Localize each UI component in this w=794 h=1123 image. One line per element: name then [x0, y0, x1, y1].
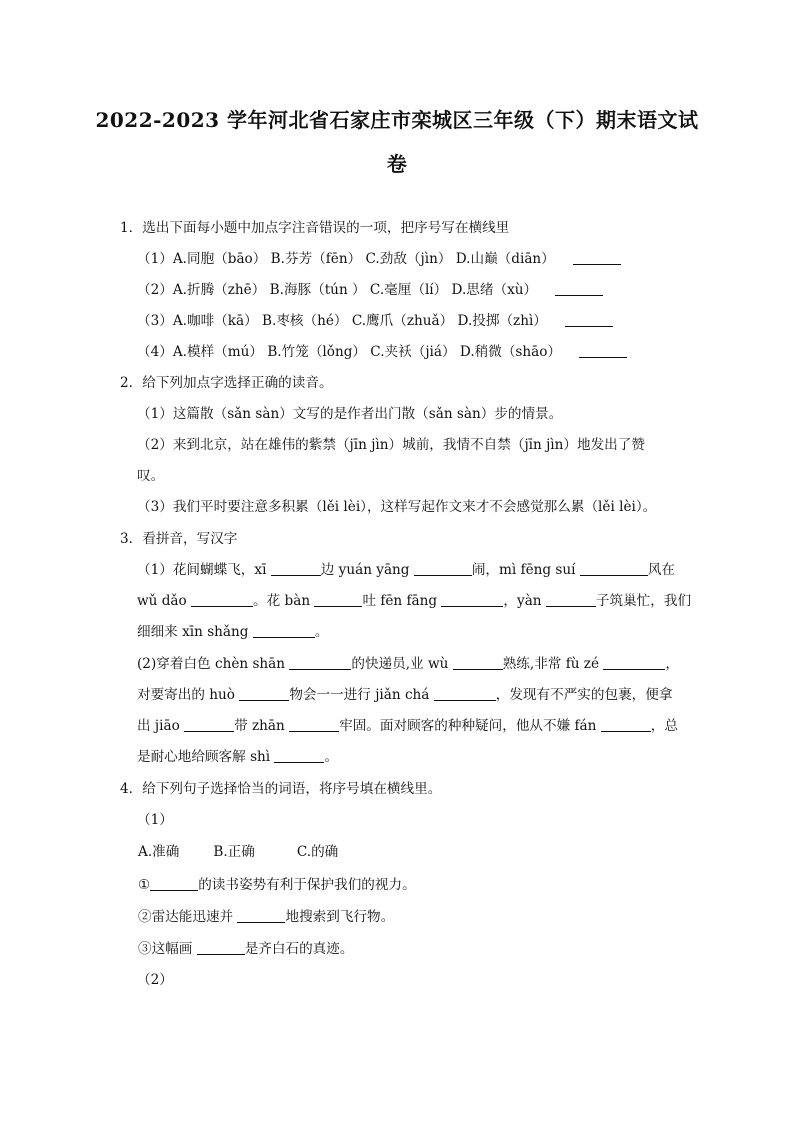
answer-blank	[314, 593, 362, 607]
question-3-para-1-line-3: 细细来 xīn shǎng 。	[137, 624, 329, 640]
question-3-para-2-line-2: 对要寄出的 huò 物会一一进行 jiǎn chá ，发现有不严实的包裹，便拿	[137, 687, 673, 703]
question-1-stem: 1．选出下面每小题中加点字注音错误的一项，把序号写在横线里	[120, 220, 510, 236]
answer-blank	[271, 562, 321, 576]
answer-blank	[555, 282, 603, 296]
question-4-sentence-3: ③这幅画 是齐白石的真迹。	[138, 941, 354, 957]
answer-blank	[565, 313, 613, 327]
question-1-item-3	[137, 312, 613, 330]
answer-blank	[573, 251, 621, 265]
item-text: （1）A.同胞（bāo） B.芬芳（fēn） C.劲敌（jìn） D.山巅（diān）	[137, 251, 555, 267]
question-4-sentence-2: ②雷达能迅速并 地搜索到飞行物。	[138, 909, 395, 925]
answer-blank	[601, 718, 651, 732]
answer-blank	[580, 562, 648, 576]
question-4-sub-1: （1）	[137, 812, 173, 828]
question-2-item-2-cont: 叹。	[137, 468, 165, 484]
question-4-sub-2: （2）	[137, 972, 173, 988]
answer-blank	[289, 656, 351, 670]
answer-blank	[237, 909, 285, 923]
question-2-stem: 2．给下列加点字选择正确的读音。	[120, 375, 333, 391]
page-title-continued: 卷	[386, 152, 408, 176]
answer-blank	[434, 687, 496, 701]
answer-blank	[274, 749, 324, 763]
answer-blank	[453, 656, 503, 670]
question-3-para-1-line-1: （1）花间蝴蝶飞，xī 边 yuán yāng 闹，mì fēng suí 风在	[137, 562, 676, 578]
item-text: （2）A.折腾（zhē） B.海豚（tún ） C.毫厘（lí） D.思绪（xù）	[137, 282, 538, 298]
answer-blank	[289, 718, 339, 732]
question-1-item-4	[137, 343, 627, 361]
answer-blank	[184, 718, 234, 732]
option-a: A.准确	[138, 844, 180, 860]
page-title: 2022-2023 学年河北省石家庄市栾城区三年级（下）期末语文试	[95, 108, 699, 132]
question-3-stem: 3．看拼音，写汉字	[120, 531, 238, 547]
item-text: （4）A.模样（mú） B.竹笼（lǒng） C.夹袄（jiá） D.稍微（shāo）	[137, 344, 562, 360]
question-3-para-2-line-4: 是耐心地给顾客解 shì 。	[137, 749, 339, 765]
option-c: C.的确	[296, 844, 339, 860]
answer-blank	[197, 941, 245, 955]
question-4-sentence-1: ① 的读书姿势有利于保护我们的视力。	[138, 877, 416, 893]
answer-blank	[441, 593, 503, 607]
answer-blank	[253, 624, 315, 638]
answer-blank	[546, 593, 596, 607]
question-4-stem: 4．给下列句子选择恰当的词语，将序号填在横线里。	[120, 781, 442, 797]
question-2-item-1: （1）这篇散（sǎn sàn）文写的是作者出门散（sǎn sàn）步的情景。	[137, 406, 563, 422]
question-1-item-1	[137, 250, 621, 268]
answer-blank	[579, 344, 627, 358]
answer-blank	[414, 562, 472, 576]
question-3-para-1-line-2: wǔ dǎo 。花 bàn 吐 fēn fāng ，yàn 子筑巢忙，我们	[137, 593, 692, 609]
answer-blank	[239, 687, 289, 701]
question-2-item-2: （2）来到北京，站在雄伟的紫禁（jīn jìn）城前，我情不自禁（jīn jìn）地发出了赞	[137, 437, 645, 453]
option-b: B.正确	[213, 844, 255, 860]
answer-blank	[150, 877, 198, 891]
answer-blank	[603, 656, 665, 670]
question-3-para-2-line-3: 出 jiāo 带 zhān 牢固。面对顾客的种种疑问，他从不嫌 fán ，总	[137, 718, 678, 734]
question-3-para-2-line-1: (2)穿着白色 chèn shān 的快递员,业 wù 熟练,非常 fù zé ，	[137, 656, 679, 672]
question-1-item-2	[137, 281, 603, 299]
question-2-item-3: （3）我们平时要注意多积累（lěi lèi），这样写起作文来才不会感觉那么累（lěi lèi）。	[137, 499, 657, 515]
question-4-options	[138, 843, 338, 861]
answer-blank	[191, 593, 253, 607]
item-text: （3）A.咖啡（kā） B.枣核（hé） C.鹰爪（zhuǎ） D.投掷（zhì）	[137, 313, 547, 329]
